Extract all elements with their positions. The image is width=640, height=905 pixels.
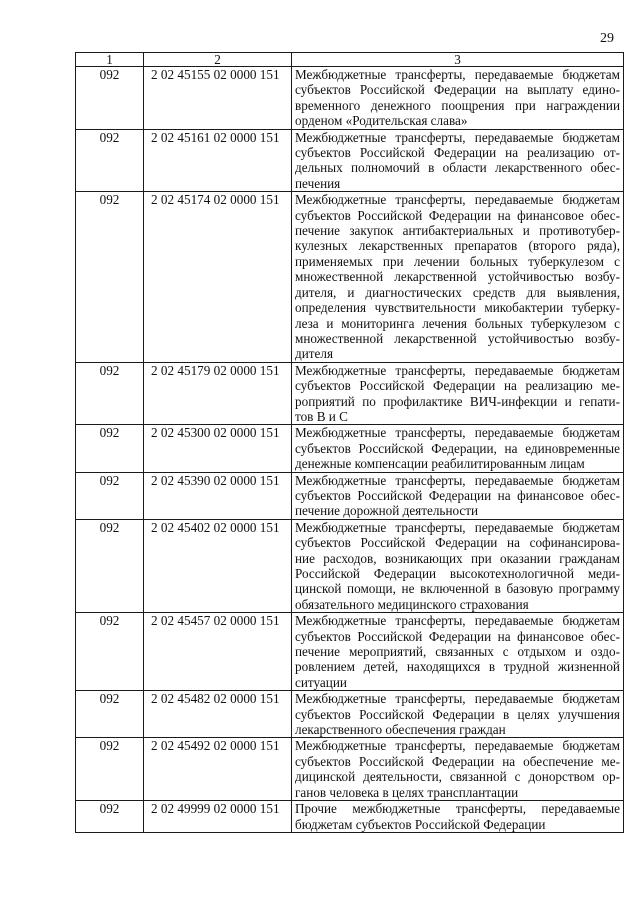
page-number: 29 [600, 31, 614, 46]
admin-code-cell: 092 [76, 67, 144, 130]
budget-code-cell [144, 691, 292, 738]
description-cell [292, 738, 624, 801]
description-line: ганов человека в целях трансплантации [295, 784, 519, 800]
budget-code-cell [144, 472, 292, 519]
admin-code-cell: 092 [76, 613, 144, 691]
description-line: орденом «Родительская слава» [295, 113, 468, 129]
budget-code-text: 2 02 45390 02 0000 151 [151, 472, 280, 488]
description-line: печения [295, 175, 341, 191]
table-header-row [76, 53, 624, 67]
description-line: субъектов Российской Федерации на финансовое обес- [295, 628, 620, 644]
description-line: Прочие межбюджетные трансферты, передаваемые [295, 801, 620, 817]
description-line: субъектов Российской Федерации на софинансирова- [295, 535, 620, 551]
description-line: кулезных лекарственных препаратов (второго ряда), [295, 238, 620, 254]
budget-classification-table [75, 52, 624, 833]
description-text [295, 363, 620, 425]
description-text [295, 520, 620, 612]
description-cell [292, 691, 624, 738]
description-line: дителя, и диагностических средств для выявления, [295, 284, 620, 300]
budget-code-cell [144, 362, 292, 425]
description-line: Межбюджетные трансферты, передаваемые бюджетам [295, 67, 620, 82]
description-line: печение дорожной деятельности [295, 503, 479, 519]
description-text [295, 67, 620, 129]
description-text [295, 613, 620, 690]
description-text [295, 473, 620, 519]
description-text [295, 425, 620, 471]
admin-code-cell: 092 [76, 519, 144, 612]
description-line: дицинской деятельности, связанной с донорством ор- [295, 769, 620, 785]
admin-code-cell: 092 [76, 801, 144, 833]
admin-code-cell: 092 [76, 425, 144, 472]
description-line: Межбюджетные трансферты, передаваемые бюджетам [295, 129, 620, 145]
description-text [295, 691, 620, 737]
description-cell [292, 192, 624, 362]
description-cell [292, 425, 624, 472]
description-line: субъектов Российской Федерации на реализацию ме- [295, 378, 620, 394]
description-line: субъектов Российской Федерации на реализацию от- [295, 145, 620, 161]
budget-code-cell [144, 738, 292, 801]
description-line: Межбюджетные трансферты, передаваемые бюджетам [295, 425, 620, 441]
table-row [76, 801, 624, 833]
admin-code-cell: 092 [76, 362, 144, 425]
description-line: ние расходов, возникающих при оказании гражданам [295, 550, 620, 566]
description-line: Межбюджетные трансферты, передаваемые бюджетам [295, 472, 620, 488]
budget-code-cell [144, 613, 292, 691]
description-line: субъектов Российской Федерации на финансовое обес- [295, 487, 620, 503]
table-row [76, 613, 624, 691]
budget-code-text: 2 02 45174 02 0000 151 [151, 192, 280, 208]
description-text [295, 738, 620, 800]
admin-code-cell: 092 [76, 738, 144, 801]
description-line: множественной лекарственной устойчивостью возбу- [295, 330, 620, 346]
description-line: цинской помощи, не включенной в базовую программу [295, 581, 620, 597]
description-line: Межбюджетные трансферты, передаваемые бюджетам [295, 362, 620, 378]
description-line: роприятий по профилактике ВИЧ-инфекции и гепати- [295, 393, 620, 409]
description-line: ровлением детей, находящихся в трудной жизненной [295, 659, 620, 675]
table-row [76, 519, 624, 612]
description-line: ситуации [295, 674, 347, 690]
description-cell [292, 67, 624, 130]
budget-code-cell [144, 129, 292, 192]
table-body [76, 67, 624, 833]
table-row [76, 738, 624, 801]
description-line: множественной лекарственной устойчивостью возбу- [295, 269, 620, 285]
budget-code-text: 2 02 49999 02 0000 151 [151, 801, 280, 817]
budget-code-text: 2 02 45492 02 0000 151 [151, 738, 280, 754]
table-row [76, 691, 624, 738]
description-cell [292, 801, 624, 833]
description-line: леза и мониторинга лечения больных туберкулезом с [295, 315, 620, 331]
column-header-1: 1 [76, 53, 144, 67]
description-line: печение мероприятий, связанных с отдыхом и оздо- [295, 644, 620, 660]
budget-code-text: 2 02 45300 02 0000 151 [151, 425, 280, 441]
column-header-3: 3 [292, 53, 624, 67]
budget-code-cell [144, 67, 292, 130]
table-row [76, 362, 624, 425]
description-line: тов В и С [295, 408, 348, 424]
budget-code-text: 2 02 45457 02 0000 151 [151, 613, 280, 629]
description-line: бюджетам субъектов Российской Федерации [295, 816, 546, 832]
description-line: дельных полномочий в области лекарственного обес- [295, 160, 620, 176]
description-line: Российской Федерации высокотехнологичной меди- [295, 566, 620, 581]
budget-code-text: 2 02 45179 02 0000 151 [151, 362, 280, 378]
description-line: Межбюджетные трансферты, передаваемые бюджетам [295, 691, 620, 707]
description-text [295, 130, 620, 192]
description-line: субъектов Российской Федерации на обеспечение ме- [295, 753, 620, 769]
description-line: субъектов Российской Федерации в целях улучшения [295, 706, 620, 722]
budget-code-cell [144, 801, 292, 833]
column-header-2: 2 [144, 53, 292, 67]
admin-code-cell: 092 [76, 129, 144, 192]
table-row [76, 472, 624, 519]
budget-code-cell [144, 192, 292, 362]
admin-code-cell: 092 [76, 691, 144, 738]
description-cell [292, 362, 624, 425]
budget-code-text: 2 02 45402 02 0000 151 [151, 519, 280, 535]
description-line: Межбюджетные трансферты, передаваемые бюджетам [295, 519, 620, 535]
budget-code-text: 2 02 45482 02 0000 151 [151, 691, 280, 707]
description-line: дителя [295, 346, 334, 362]
description-line: применяемых при лечении больных туберкулезом с [295, 253, 620, 269]
budget-code-cell [144, 519, 292, 612]
description-line: Межбюджетные трансферты, передаваемые бюджетам [295, 613, 620, 629]
table-row [76, 192, 624, 362]
admin-code-cell: 092 [76, 472, 144, 519]
table-row [76, 425, 624, 472]
table-row [76, 129, 624, 192]
description-line: субъектов Российской Федерации на финансовое обес- [295, 207, 620, 223]
budget-code-cell [144, 425, 292, 472]
admin-code-cell: 092 [76, 192, 144, 362]
description-line: определения чувствительности микобактерии туберку- [295, 300, 620, 316]
description-text [295, 192, 620, 361]
description-cell [292, 519, 624, 612]
description-line: Межбюджетные трансферты, передаваемые бюджетам [295, 192, 620, 208]
description-cell [292, 472, 624, 519]
budget-code-text: 2 02 45161 02 0000 151 [151, 129, 280, 145]
description-line: денежные компенсации реабилитированным лицам [295, 456, 585, 472]
description-line: Межбюджетные трансферты, передаваемые бюджетам [295, 738, 620, 754]
description-line: лекарственного обеспечения граждан [295, 722, 506, 738]
description-line: временного денежного поощрения при награждении [295, 97, 620, 113]
description-line: печение закупок антибактериальных и противотубер- [295, 223, 620, 239]
description-line: субъектов Российской Федерации на выплату едино- [295, 82, 620, 98]
description-line: субъектов Российской Федерации, на единовременные [295, 440, 620, 456]
description-cell [292, 613, 624, 691]
budget-code-text: 2 02 45155 02 0000 151 [151, 67, 280, 82]
table-row [76, 67, 624, 130]
description-line: обязательного медицинского страхования [295, 596, 529, 612]
description-text [295, 801, 620, 832]
description-cell [292, 129, 624, 192]
